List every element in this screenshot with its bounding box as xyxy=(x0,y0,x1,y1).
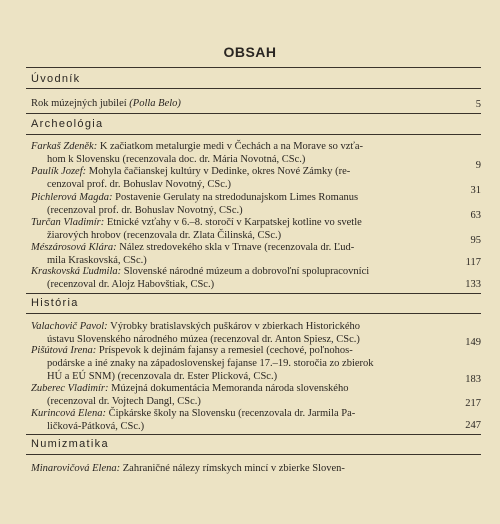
page-number: 217 xyxy=(465,398,481,409)
section-heading-archeologia: Archeológia xyxy=(31,118,104,130)
entry-text-line1: Slovenské národné múzeum a dobrovoľní spolupracovníci xyxy=(121,266,370,277)
entry-author: Pichlerová Magda: xyxy=(31,192,113,203)
page-number: 149 xyxy=(465,337,481,348)
entry-text-line2: hom k Slovensku (recenzovala doc. dr. Mária Novotná, CSc.) xyxy=(47,153,306,165)
entry-author: Pišútová Irena: xyxy=(31,345,97,356)
section-divider xyxy=(26,67,481,68)
toc-entry xyxy=(31,383,441,409)
section-divider xyxy=(26,293,481,294)
section-divider xyxy=(26,313,481,314)
toc-entry xyxy=(31,217,441,243)
toc-entry xyxy=(31,166,441,192)
entry-author: Zuberec Vladimír: xyxy=(31,383,109,394)
entry-author: Mészárosová Klára: xyxy=(31,242,117,253)
page-number: 117 xyxy=(465,257,481,268)
entry-text-line2: (recenzoval dr. Vojtech Dangl, CSc.) xyxy=(47,395,201,407)
page-number: 133 xyxy=(465,279,481,290)
entry-text-line1: Príspevok k dejinám fajansy a remesiel (cechové, poľnohos- xyxy=(96,345,353,356)
toc-entry xyxy=(31,408,441,434)
page-number: 95 xyxy=(470,235,481,246)
entry-text-line1: Čipkárske školy na Slovensku (recenzovala dr. Jarmila Pa- xyxy=(105,408,356,419)
toc-entry xyxy=(31,345,441,383)
page-number: 183 xyxy=(465,374,481,385)
section-divider xyxy=(26,134,481,135)
page-number: 247 xyxy=(465,420,481,431)
toc-entry xyxy=(31,242,441,268)
toc-entry xyxy=(31,463,471,476)
toc-entry xyxy=(31,98,441,111)
entry-text-line1: Zahraničné nálezy rímskych mincí v zbierke Sloven- xyxy=(120,463,345,474)
entry-text-line2: mila Kraskovská, CSc.) xyxy=(47,254,147,266)
entry-text-line1: Nález stredovekého skla v Trnave (recenzovala dr. Ľud- xyxy=(116,242,355,253)
page-number: 5 xyxy=(475,99,481,110)
toc-entry xyxy=(31,141,441,167)
toc-entry xyxy=(31,321,471,347)
entry-text-line1: Postavenie Gerulaty na stredodunajskom Limes Romanus xyxy=(112,192,359,203)
entry-author: Valachovič Pavol: xyxy=(31,321,108,332)
section-divider xyxy=(26,113,481,114)
toc-entry xyxy=(31,266,441,292)
entry-text-line2: (recenzoval dr. Alojz Habovštiak, CSc.) xyxy=(47,278,215,290)
section-heading-uvodnik: Úvodník xyxy=(31,73,81,85)
page-number: 31 xyxy=(470,185,481,196)
entry-text-line1: Mohyla čačianskej kultúry v Dedinke, okres Nové Zámky (re- xyxy=(86,166,351,177)
entry-text-line2: ústavu Slovenského národného múzea (recenzoval dr. Anton Spiesz, CSc.) xyxy=(47,333,360,345)
section-heading-numizmatika: Numizmatika xyxy=(31,438,109,450)
entry-text-line1: Etnické vzťahy v 6.–8. storočí v Karpatskej kotline vo svetle xyxy=(104,217,362,228)
entry-text-line3: HÚ a EÚ SNM) (recenzovala dr. Ester Plicková, CSc.) xyxy=(47,370,278,382)
entry-author: Paulík Jozef: xyxy=(31,166,87,177)
entry-text-line1: Múzejná dokumentácia Memoranda národa slovenského xyxy=(108,383,349,394)
section-divider xyxy=(26,88,481,89)
entry-text-line2: (recenzoval prof. dr. Bohuslav Novotný, CSc.) xyxy=(47,204,243,216)
entry-text-line2: žiarových hrobov (recenzovala dr. Zlata Čilinská, CSc.) xyxy=(47,229,282,241)
entry-text-line1: Výrobky bratislavských puškárov v zbierkach Historického xyxy=(107,321,361,332)
entry-author: Kraskovská Ľudmila: xyxy=(31,266,122,277)
entry-author: Minarovičová Elena: xyxy=(31,463,121,474)
entry-author: Kurincová Elena: xyxy=(31,408,106,419)
page-number: 9 xyxy=(475,160,481,171)
section-heading-historia: História xyxy=(31,297,79,309)
entry-author: Turčan Vladimír: xyxy=(31,217,105,228)
section-divider xyxy=(26,434,481,435)
entry-text-line2: podárske a iné znaky na západoslovenskej fajanse 17.–19. storočia zo zbierok xyxy=(47,357,374,369)
entry-author: Farkaš Zdeněk: xyxy=(31,141,98,152)
entry-text: Rok múzejných jubileí xyxy=(31,98,130,109)
entry-text-line1: K začiatkom metalurgie medi v Čechách a na Morave so vzťa- xyxy=(97,141,364,152)
page-number: 63 xyxy=(470,210,481,221)
entry-author: (Polla Belo) xyxy=(129,98,181,109)
page-title: OBSAH xyxy=(223,44,277,60)
entry-text-line2: ličková-Pátková, CSc.) xyxy=(47,420,145,432)
entry-text-line2: cenzoval prof. dr. Bohuslav Novotný, CSc.) xyxy=(47,178,232,190)
section-divider xyxy=(26,454,481,455)
toc-entry xyxy=(31,192,441,218)
